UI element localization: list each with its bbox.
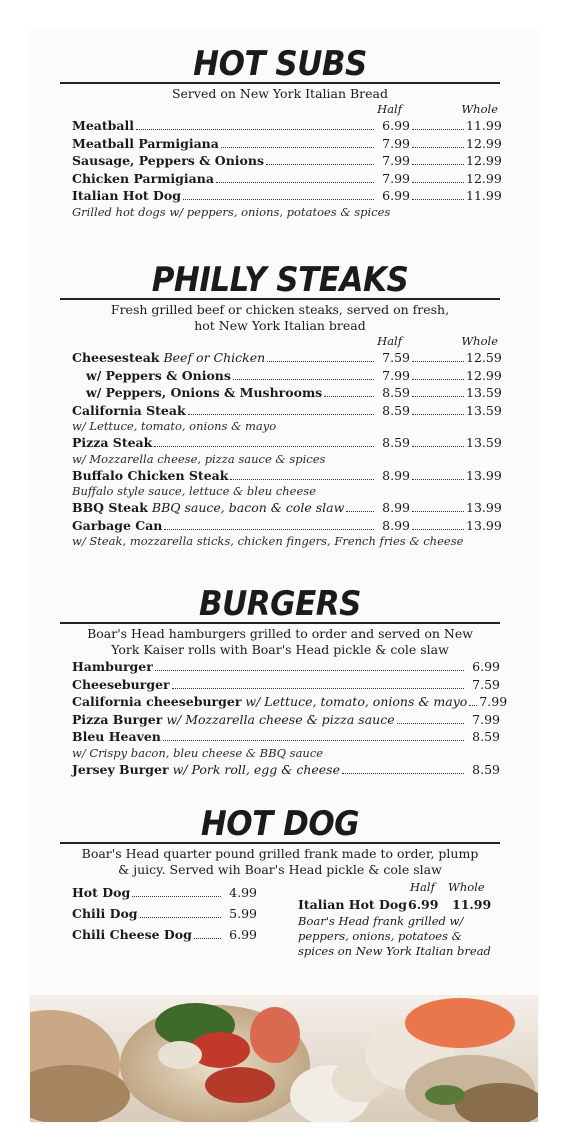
- col-half: Half: [377, 102, 402, 116]
- section-subtitle: Served on New York Italian Bread: [171, 86, 389, 101]
- col-whole: Whole: [461, 334, 498, 348]
- section-subtitle-2: & juicy. Served wih Boar's Head pickle & cole slaw: [118, 862, 442, 877]
- menu-item: Chili Dog 5.99: [72, 906, 257, 921]
- menu-item: Cheeseburger 7.59: [72, 676, 500, 692]
- hot-subs-section: [60, 46, 500, 220]
- col-whole: Whole: [461, 102, 498, 116]
- item-note: Buffalo style sauce, lettuce & bleu cheese: [72, 484, 316, 498]
- hot-dog-section: [60, 806, 500, 986]
- menu-item: Cheesesteak Beef or Chicken 7.59 12.59: [72, 350, 502, 365]
- food-photo-illustration: [30, 995, 538, 1122]
- philly-steaks-section: [60, 262, 500, 549]
- menu-item: Pizza Steak 8.59 13.59: [72, 435, 502, 450]
- item-note: Boar's Head frank grilled w/: [298, 914, 464, 928]
- section-subtitle-1: Fresh grilled beef or chicken steaks, served on fresh,: [110, 302, 450, 317]
- item-note: Grilled hot dogs w/ peppers, onions, potatoes & spices: [72, 204, 391, 219]
- item-note: peppers, onions, potatoes &: [298, 929, 462, 943]
- menu-item: Italian Hot Dog 6.99 11.99: [298, 897, 492, 912]
- menu-item: California cheeseburger w/ Lettuce, tomato, onions & mayo 7.99: [72, 694, 508, 709]
- item-note: w/ Lettuce, tomato, onions & mayo: [72, 419, 277, 433]
- column-headers: [60, 102, 500, 117]
- col-half: Half: [410, 880, 435, 894]
- section-title: HOT SUBS: [193, 44, 367, 84]
- menu-item: w/ Peppers, Onions & Mushrooms 8.59 13.59: [86, 385, 502, 400]
- menu-item: Bleu Heaven 8.59: [72, 729, 500, 744]
- item-note: spices on New York Italian bread: [298, 944, 491, 958]
- menu-item: Italian Hot Dog 6.99 11.99: [72, 188, 502, 203]
- menu-item: Buffalo Chicken Steak 8.99 13.99: [72, 467, 502, 483]
- menu-item: BBQ Steak BBQ sauce, bacon & cole slaw 8.99 13.99: [72, 500, 502, 515]
- food-photo: [30, 995, 538, 1122]
- section-subtitle-2: York Kaiser rolls with Boar's Head pickle & cole slaw: [111, 642, 449, 657]
- menu-item: Chicken Parmigiana 7.99 12.99: [72, 170, 502, 186]
- column-headers: [60, 334, 500, 349]
- menu-item: Hamburger 6.99: [72, 659, 500, 674]
- menu-item: Garbage Can 8.99 13.99: [72, 517, 502, 533]
- menu-item: Sausage, Peppers & Onions 7.99 12.99: [72, 153, 502, 168]
- menu-item: Hot Dog 4.99: [72, 885, 257, 900]
- col-whole: Whole: [448, 880, 485, 894]
- section-title: PHILLY STEAKS: [151, 260, 409, 300]
- burgers-list: [60, 658, 508, 778]
- menu-item: California Steak 8.59 13.59: [72, 402, 502, 418]
- item-note: w/ Mozzarella cheese, pizza sauce & spices: [72, 451, 326, 466]
- item-note: w/ Steak, mozzarella sticks, chicken fingers, French fries & cheese: [72, 534, 464, 548]
- menu-item: Chili Cheese Dog 6.99: [72, 927, 257, 942]
- column-headers: [298, 880, 498, 896]
- menu-item: Jersey Burger w/ Pork roll, egg & cheese 8.59: [72, 761, 500, 777]
- hot-dog-list: [72, 882, 257, 945]
- philly-list: [60, 349, 500, 549]
- italian-hot-dog-block: [298, 880, 498, 959]
- item-note: w/ Crispy bacon, bleu cheese & BBQ sauce: [72, 745, 324, 760]
- section-title: HOT DOG: [200, 804, 360, 844]
- hot-subs-list: [60, 117, 500, 220]
- section-subtitle-1: Boar's Head hamburgers grilled to order and served on New: [87, 626, 473, 641]
- section-title: BURGERS: [199, 584, 361, 624]
- menu-item: Pizza Burger w/ Mozzarella cheese & pizza sauce 7.99: [72, 711, 500, 727]
- menu-item: Meatball 6.99 11.99: [72, 118, 502, 133]
- col-half: Half: [377, 334, 402, 348]
- section-subtitle-2: hot New York Italian bread: [194, 318, 366, 333]
- section-subtitle-1: Boar's Head quarter pound grilled frank made to order, plump: [81, 846, 479, 861]
- burgers-section: [60, 584, 508, 778]
- menu-item: Meatball Parmigiana 7.99 12.99: [72, 135, 502, 151]
- menu-item: w/ Peppers & Onions 7.99 12.99: [86, 367, 502, 383]
